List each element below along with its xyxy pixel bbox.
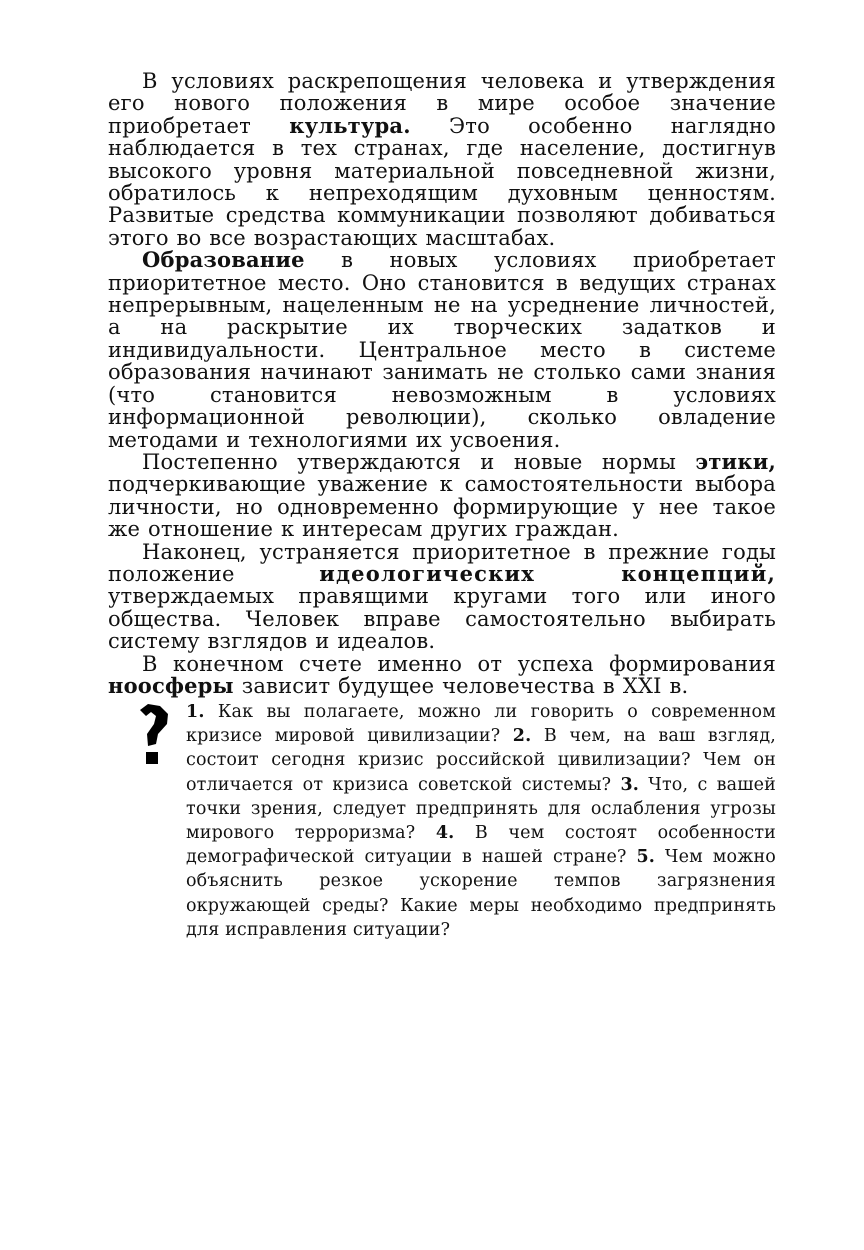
- paragraph-noosphere: [108, 653, 776, 698]
- question-number: 3.: [620, 774, 640, 795]
- paragraph-education: [108, 249, 776, 451]
- text: зависит будущее человечества в XXI в.: [233, 673, 689, 698]
- question-mark-icon: [134, 700, 174, 770]
- question-text: В чем состоят особенности демографической ситуации в нашей стране?: [186, 823, 776, 868]
- questions-block: [108, 700, 776, 942]
- question-text: Как вы полагаете, можно ли говорить о современном кризисе мировой цивилизации?: [186, 702, 776, 747]
- text: подчеркивающие уважение к самостоятельности выбора личности, но одновременно формирующие у нее такое же отношение к интересам других граждан.: [108, 472, 776, 542]
- question-text: В чем, на ваш взгляд, состоит сегодня кризис российской цивилизации? Чем он отличается от кризиса советской системы?: [186, 726, 776, 795]
- term-ethics: этики,: [695, 448, 776, 474]
- question-text: Чем можно объяснить резкое ускорение темпов загрязнения окружающей среды? Какие меры необходимо предпринять для исправления ситуации?: [186, 847, 776, 940]
- paragraph-ethics: [108, 448, 776, 542]
- question-text: Что, с вашей точки зрения, следует предпринять для ослабления угрозы мирового терроризма?: [186, 774, 776, 844]
- text: В условиях раскрепощения человека и утверждения его нового положения в мире особое значение приобретает: [108, 69, 776, 138]
- text: в новых условиях приобретает приоритетное место. Оно становится в ведущих странах непрерывным, нацеленным не на усреднение личностей, а на раскрытие их творческих задатков и индивидуальности. Центральное место в системе образования начинают занимать не столько сами знания (что становится невозможным в условиях информационной революции), сколько овладение методами и технологиями их усвоения.: [108, 248, 776, 452]
- paragraph-ideology: [108, 541, 776, 653]
- question-number: 4.: [435, 823, 455, 844]
- text: В конечном счете именно от успеха формирования: [142, 651, 776, 676]
- term-ideology: идеологических концепций,: [319, 560, 776, 586]
- questions-text: [186, 700, 776, 942]
- question-number: 1.: [186, 702, 205, 722]
- text: Это особенно наглядно наблюдается в тех странах, где население, достигнув высокого уровня материальной повседневной жизни, обратилось к непреходящим духовным ценностям. Развитые средства коммуникации позволяют добиваться этого во все возрастающих масштабах.: [108, 113, 777, 250]
- paragraph-culture: [108, 70, 776, 249]
- term-culture: культура.: [289, 112, 411, 138]
- term-noosphere: ноосферы: [108, 672, 234, 698]
- question-number: 5.: [636, 847, 656, 868]
- text: Наконец, устраняется приоритетное в прежние годы положение: [108, 539, 776, 586]
- main-text: [108, 70, 776, 697]
- question-number: 2.: [512, 726, 532, 747]
- text: Постепенно утверждаются и новые нормы: [142, 449, 696, 474]
- text: утверждаемых правящими кругами того или иного общества. Человек вправе самостоятельно выбирать систему взглядов и идеалов.: [108, 584, 776, 654]
- term-education: Образование: [142, 247, 305, 273]
